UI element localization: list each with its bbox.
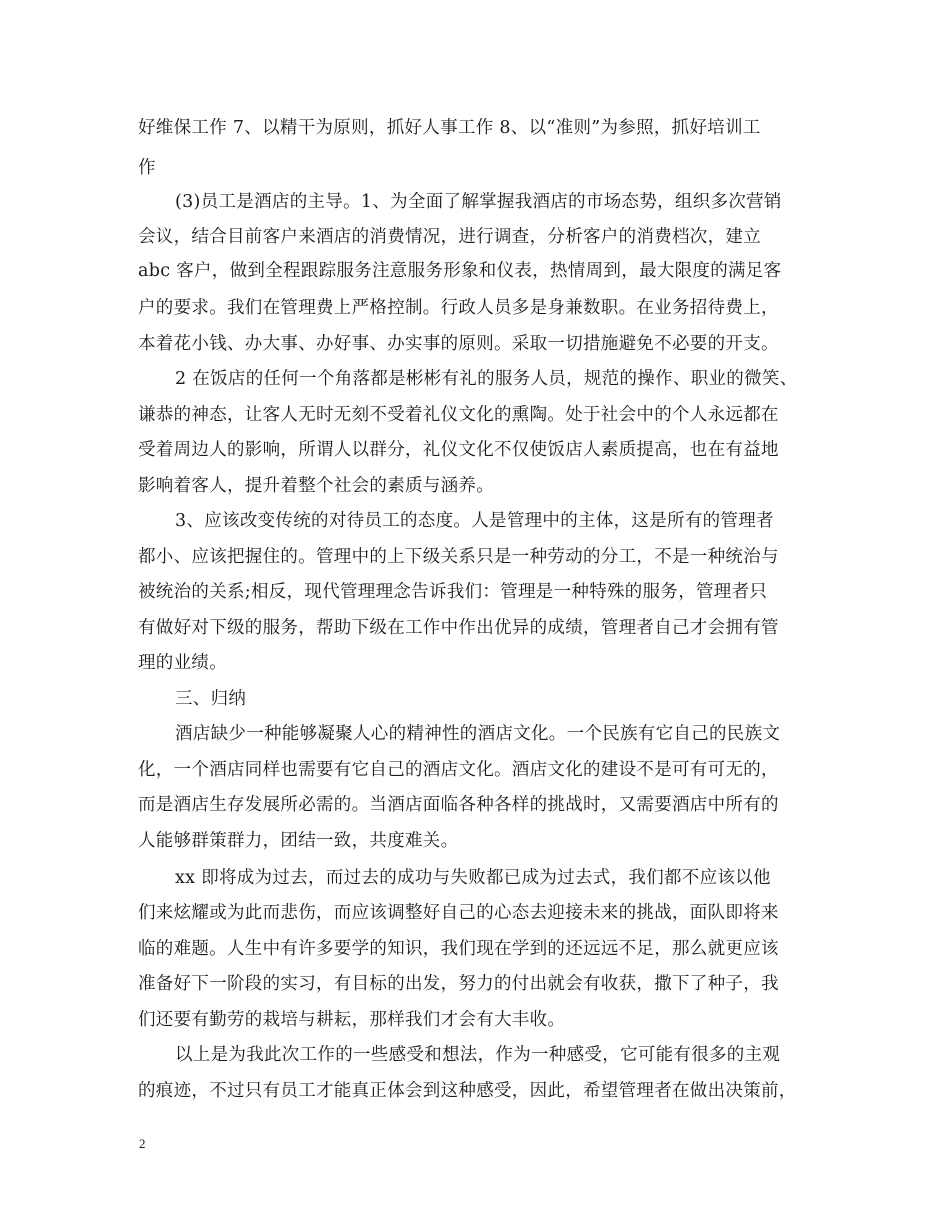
- body-text-line: abc 客户，做到全程跟踪服务注意服务形象和仪表，热情周到，最大限度的满足客: [138, 261, 782, 281]
- body-text-line: 影响着客人，提升着整个社会的素质与涵养。: [138, 476, 494, 496]
- body-text-line: 会议，结合目前客户来酒店的消费情况，进行调查，分析客户的消费档次，建立: [138, 227, 761, 247]
- body-text-line: 户的要求。我们在管理费上严格控制。行政人员多是身兼数职。在业务招待费上，: [138, 298, 779, 318]
- body-text-line: 人能够群策群力，团结一致，共度难关。: [138, 831, 459, 851]
- body-text-line: 理的业绩。: [138, 653, 227, 673]
- paragraph-start-line: 以上是为我此次工作的一些感受和想法，作为一种感受，它可能有很多的主观: [175, 1045, 781, 1065]
- body-text-line: 受着周边人的影响，所谓人以群分，礼仪文化不仅使饭店人素质提高，也在有益地: [138, 440, 779, 460]
- body-text-line: 都小、应该把握住的。管理中的上下级关系只是一种劳动的分工，不是一种统治与: [138, 547, 779, 567]
- body-text-line: 被统治的关系;相反，现代管理理念告诉我们：管理是一种特殊的服务，管理者只: [138, 582, 768, 602]
- body-text-line: 谦恭的神态，让客人无时无刻不受着礼仪文化的熏陶。处于社会中的个人永远都在: [138, 405, 779, 425]
- body-text-line: 们来炫耀或为此而悲伤，而应该调整好自己的心态去迎接未来的挑战，面队即将来: [138, 903, 779, 923]
- paragraph-start-line: xx 即将成为过去，而过去的成功与失败都已成为过去式，我们都不应该以他: [175, 868, 771, 888]
- body-text-line: 好维保工作 7、以精干为原则，抓好人事工作 8、以“准则”为参照，抓好培训工: [138, 118, 761, 138]
- paragraph-start-line: 3、应该改变传统的对待员工的态度。人是管理中的主体，这是所有的管理者: [175, 511, 774, 531]
- body-text-line: 作: [138, 158, 156, 178]
- body-text-line: 准备好下一阶段的实习，有目标的出发，努力的付出就会有收获，撒下了种子，我: [138, 974, 779, 994]
- body-text-line: 有做好对下级的服务，帮助下级在工作中作出优异的成绩，管理者自己才会拥有管: [138, 618, 779, 638]
- body-text-line: 而是酒店生存发展所必需的。当酒店面临各种各样的挑战时，又需要酒店中所有的: [138, 795, 779, 815]
- page-number: 2: [139, 1136, 146, 1151]
- section-heading: 三、归纳: [175, 689, 247, 709]
- paragraph-start-line: (3)员工是酒店的主导。1、为全面了解掌握我酒店的市场态势，组织多次营销: [175, 192, 782, 212]
- body-text-line: 本着花小钱、办大事、办好事、办实事的原则。采取一切措施避免不必要的开支。: [138, 334, 779, 354]
- body-text-line: 的痕迹，不过只有员工才能真正体会到这种感受，因此，希望管理者在做出决策前，: [138, 1081, 797, 1101]
- body-text-line: 化，一个酒店同样也需要有它自己的酒店文化。酒店文化的建设不是可有可无的，: [138, 760, 779, 780]
- body-text-line: 临的难题。人生中有许多要学的知识，我们现在学到的还远远不足，那么就更应该: [138, 939, 779, 959]
- body-text-line: 们还要有勤劳的栽培与耕耘，那样我们才会有大丰收。: [138, 1010, 566, 1030]
- paragraph-start-line: 2 在饭店的任何一个角落都是彬彬有礼的服务人员，规范的操作、职业的微笑、: [175, 369, 798, 389]
- paragraph-start-line: 酒店缺少一种能够凝聚人心的精神性的酒店文化。一个民族有它自己的民族文: [175, 724, 781, 744]
